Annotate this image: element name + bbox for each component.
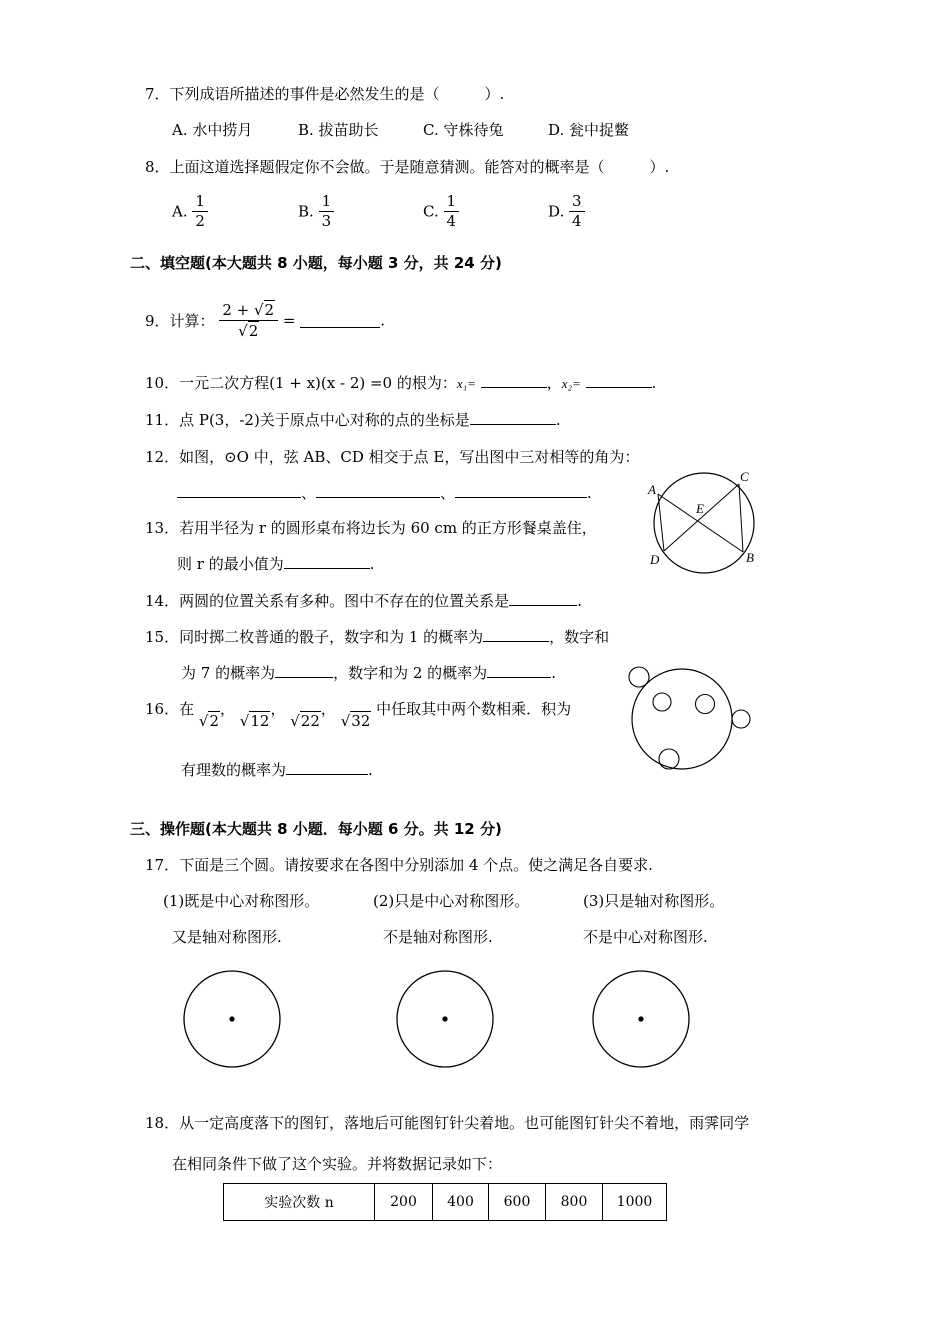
q15-blank-1[interactable] [483, 627, 549, 642]
chord-cd [664, 484, 739, 551]
small-circle-intersect [659, 749, 679, 769]
q8-stem: 8．上面这道选择题假定你不会做。于是随意猜测。能答对的概率是（ ）. [145, 158, 670, 176]
q16-line1: 16．在 √2， √12， √22， √32 中任取其中两个数相乘．积为 [145, 700, 572, 730]
q7-option-c: C. 守株待兔 [423, 121, 504, 139]
table-header-cell: 实验次数 n [224, 1184, 375, 1221]
table-cell: 800 [546, 1184, 603, 1221]
q11: 11．点 P(3，-2)关于原点中心对称的点的坐标是 . [145, 411, 561, 429]
center-dot [442, 1016, 447, 1021]
q17-req-1a: (1)既是中心对称图形。 [163, 892, 320, 910]
q9-answer-blank[interactable] [300, 313, 380, 328]
center-dot [638, 1016, 643, 1021]
q13-answer-blank[interactable] [284, 554, 370, 569]
table-cell: 1000 [603, 1184, 667, 1221]
table-cell: 200 [375, 1184, 433, 1221]
q8-option-b: B. $\frac{1}{3}$ [298, 192, 334, 231]
table-row [224, 1184, 667, 1221]
q14: 14．两圆的位置关系有多种。图中不存在的位置关系是 . [145, 592, 582, 610]
q12-blank-1[interactable] [177, 483, 301, 498]
q17-req-2a: (2)只是中心对称图形。 [373, 892, 530, 910]
q7-option-b: B. 拔苗助长 [298, 121, 379, 139]
small-circle-inside-2 [696, 695, 715, 714]
label-b: B [746, 550, 754, 565]
q17-req-3b: 不是中心对称图形. [583, 928, 708, 946]
q17-req-3a: (3)只是轴对称图形。 [583, 892, 725, 910]
q17-circle-1[interactable] [180, 968, 284, 1072]
table-cell: 600 [489, 1184, 546, 1221]
q18-table [223, 1183, 667, 1221]
small-circle-outside [629, 667, 649, 687]
q8-option-d: D. $\frac{3}{4}$ [548, 192, 585, 231]
small-circle-inside-1 [653, 693, 671, 711]
q8-option-a: A. $\frac{1}{2}$ [172, 192, 208, 231]
center-dot [229, 1016, 234, 1021]
q18-line1: 18．从一定高度落下的图钉，落地后可能图钉针尖着地。也可能图钉针尖不着地，雨霁同学 [145, 1114, 750, 1132]
q17-req-1b: 又是轴对称图形. [172, 928, 282, 946]
q13-line1: 13．若用半径为 r 的圆形桌布将边长为 60 cm 的正方形餐桌盖住， [145, 519, 597, 537]
q17-req-2b: 不是轴对称图形. [383, 928, 493, 946]
q17-stem: 17．下面是三个圆。请按要求在各图中分别添加 4 个点。使之满足各自要求. [145, 856, 653, 874]
q10: 10．一元二次方程(1 + x)(x - 2) =0 的根为：x₁= ，x₂= . [145, 374, 657, 392]
section-3-heading: 三、操作题(本大题共 8 小题．每小题 6 分。共 12 分) [130, 820, 502, 838]
q15-blank-2[interactable] [275, 663, 333, 678]
q8-option-c: C. $\frac{1}{4}$ [423, 192, 459, 231]
q11-answer-blank[interactable] [470, 410, 556, 425]
q15-line1: 15．同时掷二枚普通的骰子，数字和为 1 的概率为 ，数字和 [145, 628, 610, 646]
q16-line2: 有理数的概率为 . [181, 761, 373, 779]
q10-x1-blank[interactable] [481, 373, 547, 388]
q15-line2: 为 7 的概率为 ，数字和为 2 的概率为 . [181, 664, 556, 682]
q9: 9．计算： $\frac{2 + √2}{√2}$ = . [145, 301, 386, 340]
q9-fraction: $\frac{2 + √2}{√2}$ [219, 300, 278, 341]
q13-line2: 则 r 的最小值为 . [177, 555, 375, 573]
q12-blank-3[interactable] [455, 483, 587, 498]
q12-stem: 12．如图，⊙O 中，弦 AB、CD 相交于点 E，写出图中三对相等的角为： [145, 448, 640, 466]
table-cell: 400 [433, 1184, 489, 1221]
chord-ad [658, 494, 664, 551]
q14-answer-blank[interactable] [509, 591, 577, 606]
q10-x2-blank[interactable] [586, 373, 652, 388]
q7-stem: 7．下列成语所描述的事件是必然发生的是（ ）. [145, 85, 505, 103]
big-circle [632, 669, 732, 769]
label-c: C [740, 469, 749, 484]
q14-circles-figure [620, 660, 760, 780]
q7-option-a: A. 水中捞月 [172, 121, 253, 139]
q17-circle-2[interactable] [393, 968, 497, 1072]
label-e: E [696, 501, 704, 516]
label-a: A [648, 482, 656, 497]
section-2-heading: 二、填空题(本大题共 8 小题，每小题 3 分，共 24 分) [130, 254, 502, 272]
q12-blank-2[interactable] [316, 483, 440, 498]
chord-cb [739, 484, 743, 552]
small-circle-tangent-right [732, 710, 750, 728]
q15-blank-3[interactable] [487, 663, 551, 678]
q12-circle-figure [640, 462, 770, 577]
label-d: D [650, 552, 660, 567]
q7-option-d: D. 瓮中捉鳖 [548, 121, 630, 139]
q17-circle-3[interactable] [589, 968, 693, 1072]
q18-line2: 在相同条件下做了这个实验。并将数据记录如下： [172, 1155, 503, 1173]
q16-answer-blank[interactable] [286, 760, 368, 775]
q12-blanks: 、 、 . [177, 482, 592, 503]
